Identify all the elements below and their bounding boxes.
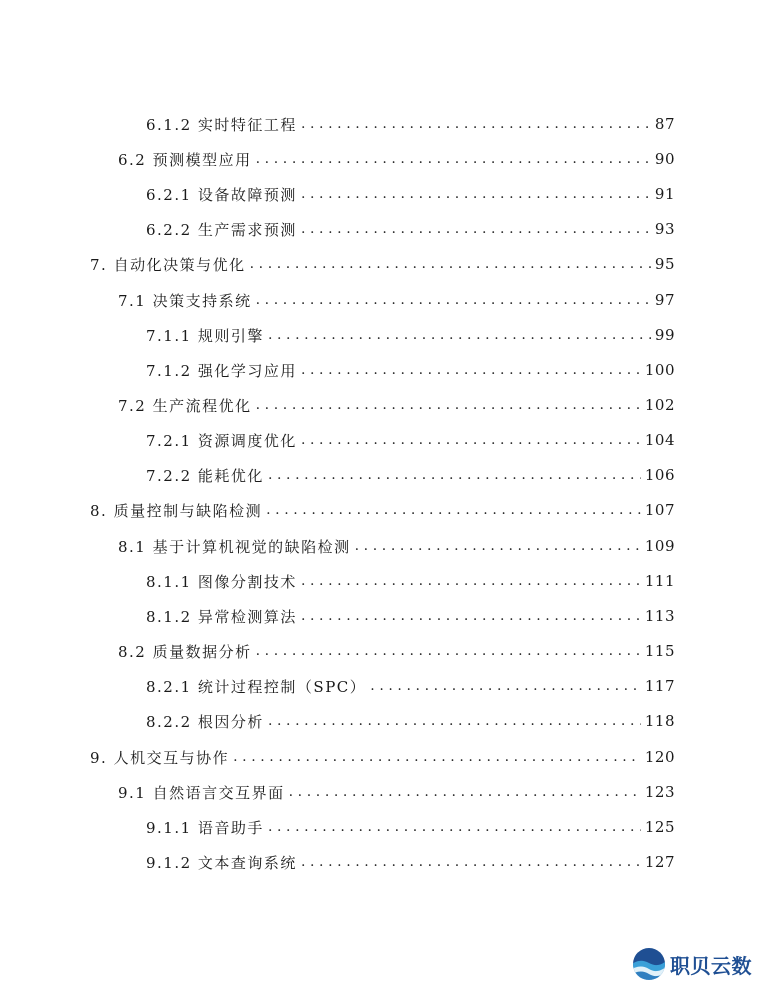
toc-entry-label: 6.2.1 设备故障预测 (146, 185, 297, 204)
toc-entry-page: 106 (644, 466, 675, 484)
toc-entry[interactable] (146, 851, 675, 873)
toc-entry[interactable] (118, 640, 675, 662)
brand-name: 职贝云数 (670, 953, 752, 978)
toc-entry-page: 111 (644, 572, 675, 590)
toc-entry-label: 7.1.2 强化学习应用 (146, 361, 297, 380)
toc-leader-dots (250, 253, 651, 275)
toc-entry-page: 90 (654, 150, 675, 168)
toc-leader-dots (301, 429, 641, 451)
toc-entry[interactable] (118, 394, 675, 416)
toc-entry-label: 7.2.1 资源调度优化 (146, 431, 297, 450)
toc-entry[interactable] (146, 429, 675, 451)
toc-entry-label: 8.2.1 统计过程控制（SPC） (146, 677, 367, 696)
toc-entry-label: 9.1 自然语言交互界面 (118, 783, 285, 802)
toc-leader-dots (268, 464, 641, 486)
toc-entry[interactable] (146, 816, 675, 838)
toc-leader-dots (266, 499, 641, 521)
toc-entry-page: 109 (644, 537, 675, 555)
toc-entry[interactable] (146, 324, 675, 346)
toc-entry-page: 93 (654, 220, 675, 238)
toc-leader-dots (233, 746, 641, 768)
toc-entry-page: 102 (644, 396, 675, 414)
toc-entry-label: 9.1.2 文本查询系统 (146, 853, 297, 872)
toc-entry-page: 97 (654, 291, 675, 309)
toc-leader-dots (301, 851, 641, 873)
toc-leader-dots (355, 535, 641, 557)
toc-entry-label: 7.2 生产流程优化 (118, 396, 252, 415)
toc-leader-dots (268, 710, 641, 732)
brand-logo (632, 944, 762, 984)
toc-entry-page: 107 (644, 501, 675, 519)
toc-entry[interactable] (90, 746, 675, 768)
toc-entry-page: 95 (654, 255, 675, 273)
toc-entry[interactable] (146, 359, 675, 381)
toc-leader-dots (301, 570, 641, 592)
toc-entry[interactable] (146, 464, 675, 486)
toc-entry[interactable] (146, 570, 675, 592)
toc-entry-page: 113 (644, 607, 675, 625)
toc-entry-page: 118 (644, 712, 675, 730)
toc-entry-label: 7. 自动化决策与优化 (90, 255, 246, 274)
toc-entry-page: 99 (654, 326, 675, 344)
toc-entry-page: 123 (644, 783, 675, 801)
toc-entry-label: 8.1.2 异常检测算法 (146, 607, 297, 626)
toc-entry[interactable] (146, 675, 675, 697)
toc-entry[interactable] (118, 535, 675, 557)
wave-globe-icon (632, 947, 666, 981)
toc-leader-dots (301, 605, 641, 627)
toc-entry-label: 8.2 质量数据分析 (118, 642, 252, 661)
toc-entry[interactable] (146, 605, 675, 627)
toc-entry[interactable] (118, 148, 675, 170)
toc-entry-label: 6.2.2 生产需求预测 (146, 220, 297, 239)
toc-leader-dots (256, 289, 651, 311)
toc-entry-label: 8. 质量控制与缺陷检测 (90, 501, 263, 520)
toc-entry-label: 7.1.1 规则引擎 (146, 326, 264, 345)
toc-entry-page: 125 (644, 818, 675, 836)
toc-leader-dots (256, 640, 641, 662)
toc-entry-page: 115 (644, 642, 675, 660)
toc-entry-label: 8.1.1 图像分割技术 (146, 572, 297, 591)
toc-entry[interactable] (118, 289, 675, 311)
toc-entry-page: 91 (654, 185, 675, 203)
toc-entry[interactable] (146, 183, 675, 205)
toc-leader-dots (370, 675, 641, 697)
toc-entry[interactable] (146, 113, 675, 135)
toc-entry[interactable] (146, 218, 675, 240)
toc-leader-dots (268, 816, 641, 838)
toc-leader-dots (256, 394, 641, 416)
toc-leader-dots (301, 218, 651, 240)
toc-leader-dots (301, 359, 641, 381)
toc-entry-page: 104 (644, 431, 675, 449)
toc-entry-label: 7.2.2 能耗优化 (146, 466, 264, 485)
toc-entry-page: 87 (654, 115, 675, 133)
toc-entry-page: 100 (644, 361, 675, 379)
toc-entry-label: 9.1.1 语音助手 (146, 818, 264, 837)
toc-entry[interactable] (146, 710, 675, 732)
toc-entry[interactable] (90, 499, 675, 521)
toc-leader-dots (301, 113, 651, 135)
toc-entry-page: 120 (644, 748, 675, 766)
toc-entry-page: 117 (644, 677, 675, 695)
toc-leader-dots (256, 148, 651, 170)
toc-entry-label: 6.1.2 实时特征工程 (146, 115, 297, 134)
toc-entry-label: 7.1 决策支持系统 (118, 291, 252, 310)
toc-entry-label: 6.2 预测模型应用 (118, 150, 252, 169)
toc-leader-dots (289, 781, 641, 803)
toc-entry-label: 9. 人机交互与协作 (90, 748, 230, 767)
toc-leader-dots (268, 324, 651, 346)
toc-entry[interactable] (118, 781, 675, 803)
toc-entry-label: 8.1 基于计算机视觉的缺陷检测 (118, 537, 351, 556)
toc-leader-dots (301, 183, 651, 205)
toc-entry-page: 127 (644, 853, 675, 871)
toc-entry[interactable] (90, 253, 675, 275)
toc-entry-label: 8.2.2 根因分析 (146, 712, 264, 731)
